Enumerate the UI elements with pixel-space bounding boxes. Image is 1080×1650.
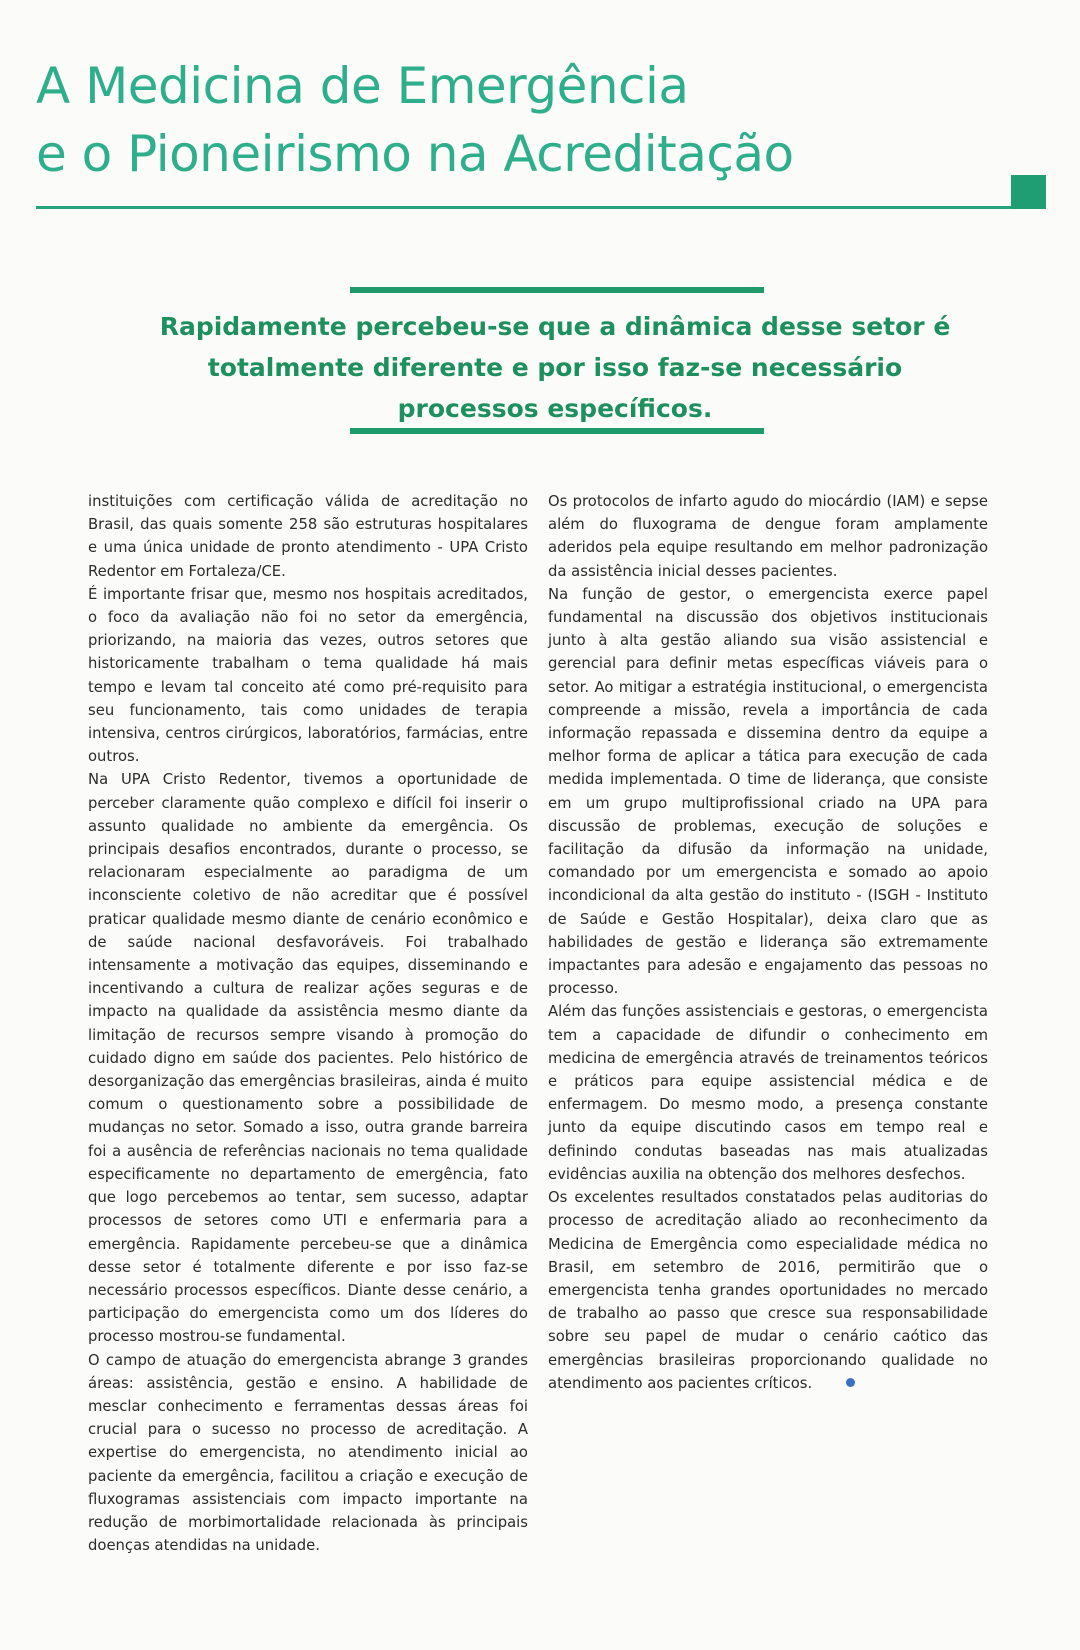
pullquote: Rapidamente percebeu-se que a dinâmica desse setor é totalmente diferente e por isso faz-se necessário processos específicos. bbox=[159, 312, 951, 423]
paragraph: É importante frisar que, mesmo nos hospitais acreditados, o foco da avaliação não foi no setor da emergência, priorizando, na maioria das vezes, outros setores que historicamente trabalham o tema qualidade há mais tempo e levam tal conceito até como pré-requisito para seu funcionamento, tais como unidades de terapia intensiva, centros cirúrgicos, laboratórios, farmácias, entre outros. bbox=[88, 585, 528, 766]
pullquote-rule-bottom bbox=[350, 428, 764, 434]
paragraph-last-text: Os excelentes resultados constatados pelas auditorias do processo de acreditação aliado ao reconhecimento da Medicina de Emergência como especialidade médica no Brasil, em setembro de 2016, permitirão que o emergencista tenha grandes oportunidades no mercado de trabalho ao passo que cresce sua responsabilidade sobre seu papel de mudar o cenário caótico das emergências brasileiras proporcionando qualidade no atendimento aos pacientes críticos. bbox=[548, 1189, 988, 1392]
title-accent-square bbox=[1011, 175, 1046, 209]
paragraph: Na função de gestor, o emergencista exerce papel fundamental na discussão dos objetivos institucionais junto à alta gestão aliando sua visão assistencial e gerencial para definir metas específicas viáveis para o setor. Ao mitigar a estratégia institucional, o emergencista compreende a missão, revela a importância de cada informação repassada e dissemina dentro da equipe a melhor forma de aplicar a tática para execução de cada medida implementada. O time de liderança, que consiste em um grupo multiprofissional criado na UPA para discussão de problemas, execução de soluções e facilitação da difusão da informação na unidade, comandado por um emergencista e somado ao apoio incondicional da alta gestão do instituto - (ISGH - Instituto de Saúde e Gestão Hospitalar), deixa claro que as habilidades de gestão e liderança são extremamente impactantes para adesão e engajamento das pessoas no processo. bbox=[548, 585, 988, 998]
article-title bbox=[36, 52, 936, 188]
paragraph: instituições com certificação válida de acreditação no Brasil, das quais somente 258 são estruturas hospitalares e uma única unidade de pronto atendimento - UPA Cristo Redentor em Fortaleza/CE. bbox=[88, 493, 528, 580]
title-line-2: e o Pioneirismo na Acreditação bbox=[36, 125, 794, 183]
paragraph: Além das funções assistenciais e gestoras, o emergencista tem a capacidade de difundir o conhecimento em medicina de emergência através de treinamentos teóricos e práticos para equipe assistencial médica e de enfermagem. Do mesmo modo, a presença constante junto da equipe discutindo casos em tempo real e definindo condutas baseadas nas mais atualizadas evidências auxilia na obtenção dos melhores desfechos. bbox=[548, 1003, 988, 1183]
pullquote-rule-top bbox=[350, 287, 764, 293]
body-column-left bbox=[88, 490, 528, 1557]
paragraph: Na UPA Cristo Redentor, tivemos a oportunidade de perceber claramente quão complexo e difícil foi inserir o assunto qualidade no ambiente da emergência. Os principais desafios encontrados, durante o processo, se relacionaram especialmente ao paradigma de um inconsciente coletivo de não acreditar que é possível praticar qualidade mesmo diante de cenário econômico e de saúde nacional desfavoráveis. Foi trabalhado intensamente a motivação das equipes, disseminando e incentivando a cultura de realizar ações seguras e de impacto na qualidade da assistência mesmo diante da limitação de recursos sempre visando à promoção do cuidado digno em saúde dos pacientes. Pelo histórico de desorganização das emergências brasileiras, ainda é muito comum o questionamento sobre a possibilidade de mudanças no setor. Somado a isso, outra grande barreira foi a ausência de referências nacionais no tema qualidade especificamente no departamento de emergência, fato que logo percebemos ao tentar, sem sucesso, adaptar processos de setores como UTI e enfermaria para a emergência. Rapidamente percebeu-se que a dinâmica desse setor é totalmente diferente e por isso faz-se necessário processos específicos. Diante desse cenário, a participação do emergencista como um dos líderes do processo mostrou-se fundamental. bbox=[88, 771, 528, 1346]
end-of-article-dot-icon bbox=[846, 1378, 855, 1387]
paragraph-last bbox=[548, 1186, 988, 1395]
title-line-1: A Medicina de Emergência bbox=[36, 57, 689, 115]
paragraph: O campo de atuação do emergencista abrange 3 grandes áreas: assistência, gestão e ensino. A habilidade de mesclar conhecimento e ferramentas dessas áreas foi crucial para o sucesso no processo de acreditação. A expertise do emergencista, no atendimento inicial ao paciente da emergência, facilitou a criação e execução de fluxogramas assistenciais com impacto importante na redução de morbimortalidade relacionada às principais doenças atendidas na unidade. bbox=[88, 1351, 528, 1555]
paragraph: Os protocolos de infarto agudo do miocárdio (IAM) e sepse além do fluxograma de dengue foram amplamente aderidos pela equipe resultando em melhor padronização da assistência inicial desses pacientes. bbox=[548, 493, 988, 580]
title-divider bbox=[36, 206, 1046, 209]
body-column-right bbox=[548, 490, 988, 1395]
